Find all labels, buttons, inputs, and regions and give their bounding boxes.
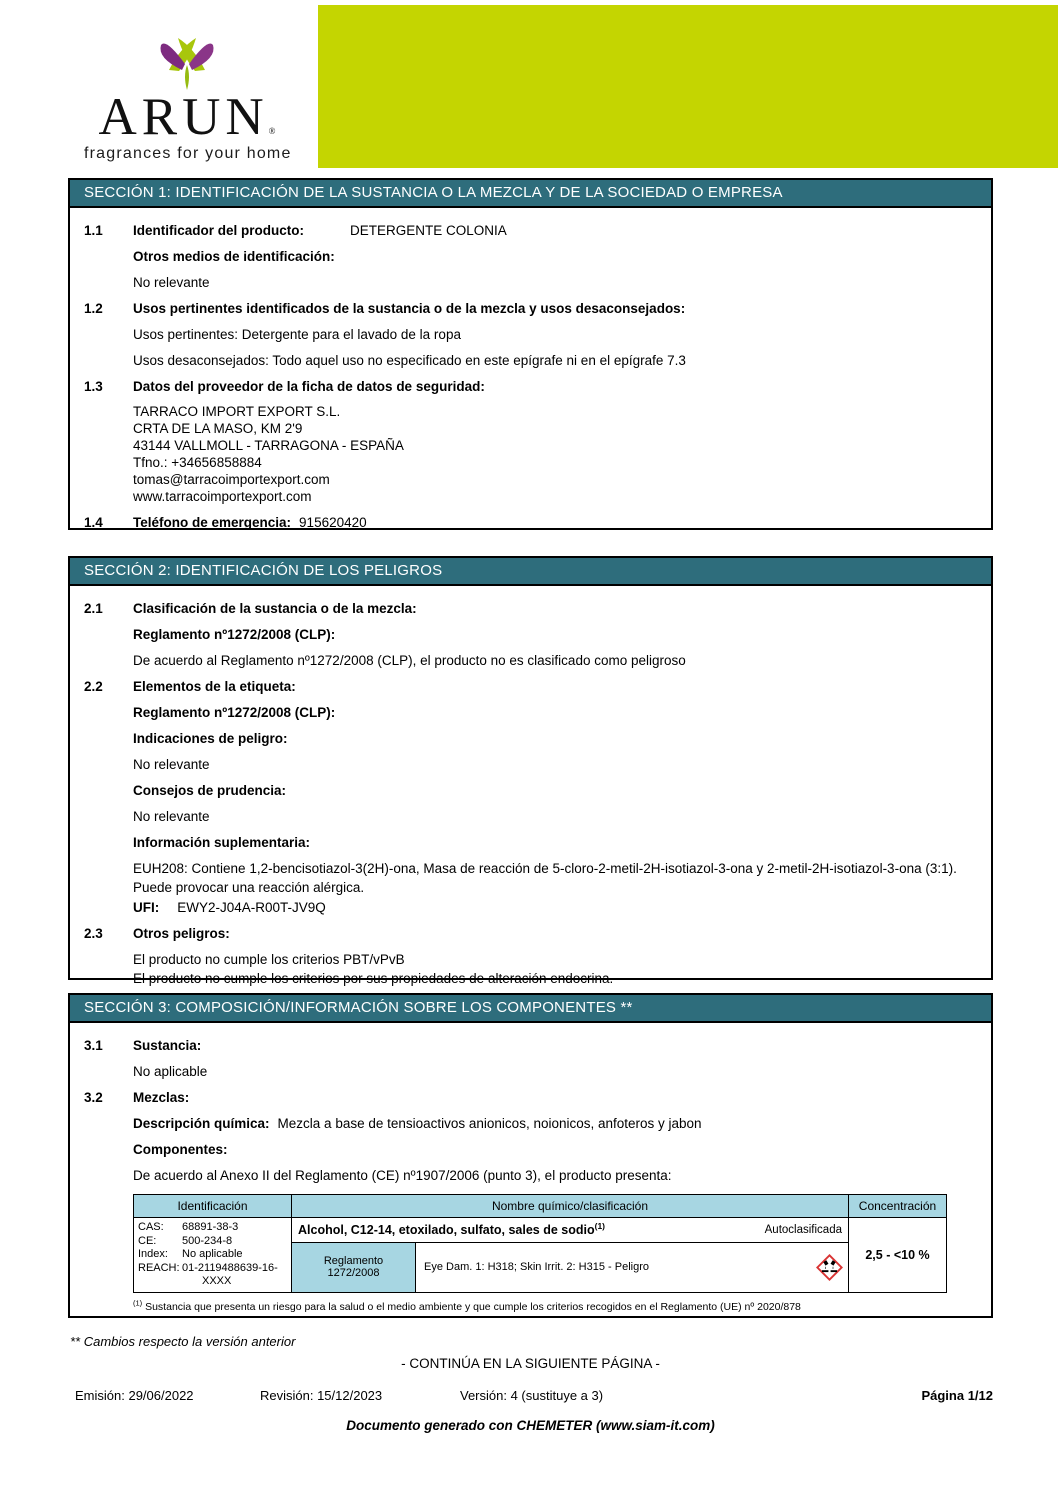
section-1-title: SECCIÓN 1: IDENTIFICACIÓN DE LA SUSTANCIA O LA MEZCLA Y DE LA SOCIEDAD O EMPRESA	[70, 180, 991, 208]
otros-peligros-1: El producto no cumple los criterios PBT/vPvB	[133, 952, 405, 967]
concentration-value: 2,5 - <10 %	[865, 1247, 930, 1262]
component-identifiers-cell: CAS: 68891-38-3 CE: 500-234-8 Index: No aplicable REACH: 01-2119488639-16- XXXX	[134, 1218, 292, 1292]
componentes-intro: De acuerdo al Anexo II del Reglamento (CE) nº1907/2006 (punto 3), el producto presenta:	[133, 1168, 672, 1183]
changes-note: ** Cambios respecto la versión anterior	[70, 1334, 296, 1349]
page-number: Página 1/12	[921, 1388, 993, 1403]
section-2	[68, 556, 993, 986]
supplier-address-block	[70, 403, 969, 505]
table-footnote: $^{(1)}$ Sustancia que presenta un riesgo para la salud o el medio ambiente y que cumple los criterios recogidos en el Reglamento (UE) nº 2020/878	[133, 1298, 801, 1313]
reglamento-clp-label-2: Reglamento nº1272/2008 (CLP):	[133, 705, 336, 720]
company-logo	[84, 34, 290, 163]
emision-date: Emisión: 29/06/2022	[75, 1388, 194, 1403]
reglamento-cell: Reglamento 1272/2008	[292, 1243, 416, 1292]
componentes-label: Componentes:	[133, 1142, 228, 1157]
otros-medios-label: Otros medios de identificación:	[133, 249, 335, 264]
usos-desaconsejados: Usos desaconsejados: Todo aquel uso no especificado en este epígrafe ni en el epígrafe 7.3	[133, 353, 686, 368]
continues-next-page-note: - CONTINÚA EN LA SIGUIENTE PÁGINA -	[401, 1356, 660, 1371]
supplier-name: TARRACO IMPORT EXPORT S.L.	[133, 404, 341, 419]
ufi-value: EWY2-J04A-R00T-JV9Q	[177, 900, 326, 915]
usos-pertinentes: Usos pertinentes: Detergente para el lavado de la ropa	[133, 327, 461, 342]
col-header-identificacion: Identificación	[134, 1195, 292, 1218]
item-3-2: 3.2 Mezclas:	[84, 1090, 190, 1105]
version-info: Versión: 4 (sustituye a 3)	[460, 1388, 604, 1403]
col-header-nombre: Nombre químico/clasificación	[292, 1195, 849, 1218]
indicaciones-label: Indicaciones de peligro:	[133, 731, 288, 746]
item-1-1: 1.1 Identificador del producto: DETERGENTE COLONIA	[84, 223, 507, 238]
brand-name: ARUN®	[98, 88, 276, 146]
supplier-website: www.tarracoimportexport.com	[133, 489, 312, 504]
supplier-city: 43144 VALLMOLL - TARRAGONA - ESPAÑA	[133, 438, 404, 453]
revision-date: Revisión: 15/12/2023	[260, 1388, 383, 1403]
brand-green-band	[318, 5, 1058, 168]
autoclasificada-tag: Autoclasificada	[764, 1224, 842, 1236]
section-3	[68, 993, 993, 1318]
brand-tagline: fragrances for your home	[84, 145, 292, 162]
otros-peligros-2: El producto no cumple los criterios por sus propiedades de alteración endocrina.	[133, 971, 614, 986]
supplier-email: tomas@tarracoimportexport.com	[133, 472, 330, 487]
item-1-4: 1.4 Teléfono de emergencia: 915620420	[84, 515, 367, 530]
section-3-title: SECCIÓN 3: COMPOSICIÓN/INFORMACIÓN SOBRE LOS COMPONENTES **	[70, 995, 991, 1023]
ufi-line	[70, 899, 969, 916]
consejos-value: No relevante	[133, 809, 210, 824]
registered-mark: ®	[268, 126, 276, 136]
section-2-title: SECCIÓN 2: IDENTIFICACIÓN DE LOS PELIGROS	[70, 558, 991, 586]
reglamento-clp-label-1: Reglamento nº1272/2008 (CLP):	[133, 627, 336, 642]
item-1-3: 1.3 Datos del proveedor de la ficha de datos de seguridad:	[84, 379, 485, 394]
item-2-3: 2.3 Otros peligros:	[84, 926, 230, 941]
butterfly-logo-icon	[154, 34, 220, 92]
clp-classification-text: De acuerdo al Reglamento nº1272/2008 (CLP), el producto no es clasificado como peligroso	[133, 653, 686, 668]
generated-by-note: Documento generado con CHEMETER (www.siam-it.com)	[346, 1418, 715, 1433]
supplier-street: CRTA DE LA MASO, KM 2'9	[133, 421, 303, 436]
sustancia-value: No aplicable	[133, 1064, 208, 1079]
item-2-2: 2.2 Elementos de la etiqueta:	[84, 679, 296, 694]
otros-medios-value: No relevante	[133, 275, 210, 290]
ufi-label: UFI:	[133, 900, 160, 915]
product-identifier: DETERGENTE COLONIA	[350, 223, 507, 238]
item-2-1: 2.1 Clasificación de la sustancia o de la mezcla:	[84, 601, 417, 616]
section-1	[68, 178, 993, 530]
indicaciones-value: No relevante	[133, 757, 210, 772]
item-1-2: 1.2 Usos pertinentes identificados de la sustancia o de la mezcla y usos desaconsejados:	[84, 301, 686, 316]
item-3-1: 3.1 Sustancia:	[84, 1038, 202, 1053]
col-header-concentracion: Concentración	[849, 1195, 946, 1218]
descripcion-quimica: Descripción química: Mezcla a base de tensioactivos anionicos, noionicos, anfoteros y jabon	[133, 1116, 702, 1131]
emergency-phone: 915620420	[299, 515, 367, 530]
component-classification-cell	[292, 1218, 849, 1292]
consejos-label: Consejos de prudencia:	[133, 783, 287, 798]
euh208-text: EUH208: Contiene 1,2-bencisotiazol-3(2H)-ona, Masa de reacción de 5-cloro-2-metil-2H-isotiazol-3-ona y 2-metil-2H-isotiazol-3-ona (3:1). Puede provocar una reacción alérgica.	[133, 861, 957, 895]
chemical-name: Alcohol, C12-14, etoxilado, sulfato, sales de sodio$^{(1)}$	[298, 1220, 605, 1237]
suplementaria-label: Información suplementaria:	[133, 835, 311, 850]
hazard-statements: Eye Dam. 1: H318; Skin Irrit. 2: H315 - Peligro	[424, 1261, 649, 1274]
components-table	[133, 1194, 947, 1293]
supplier-phone: Tfno.: +34656858884	[133, 455, 262, 470]
ghs05-corrosion-pictogram-icon	[816, 1254, 843, 1281]
